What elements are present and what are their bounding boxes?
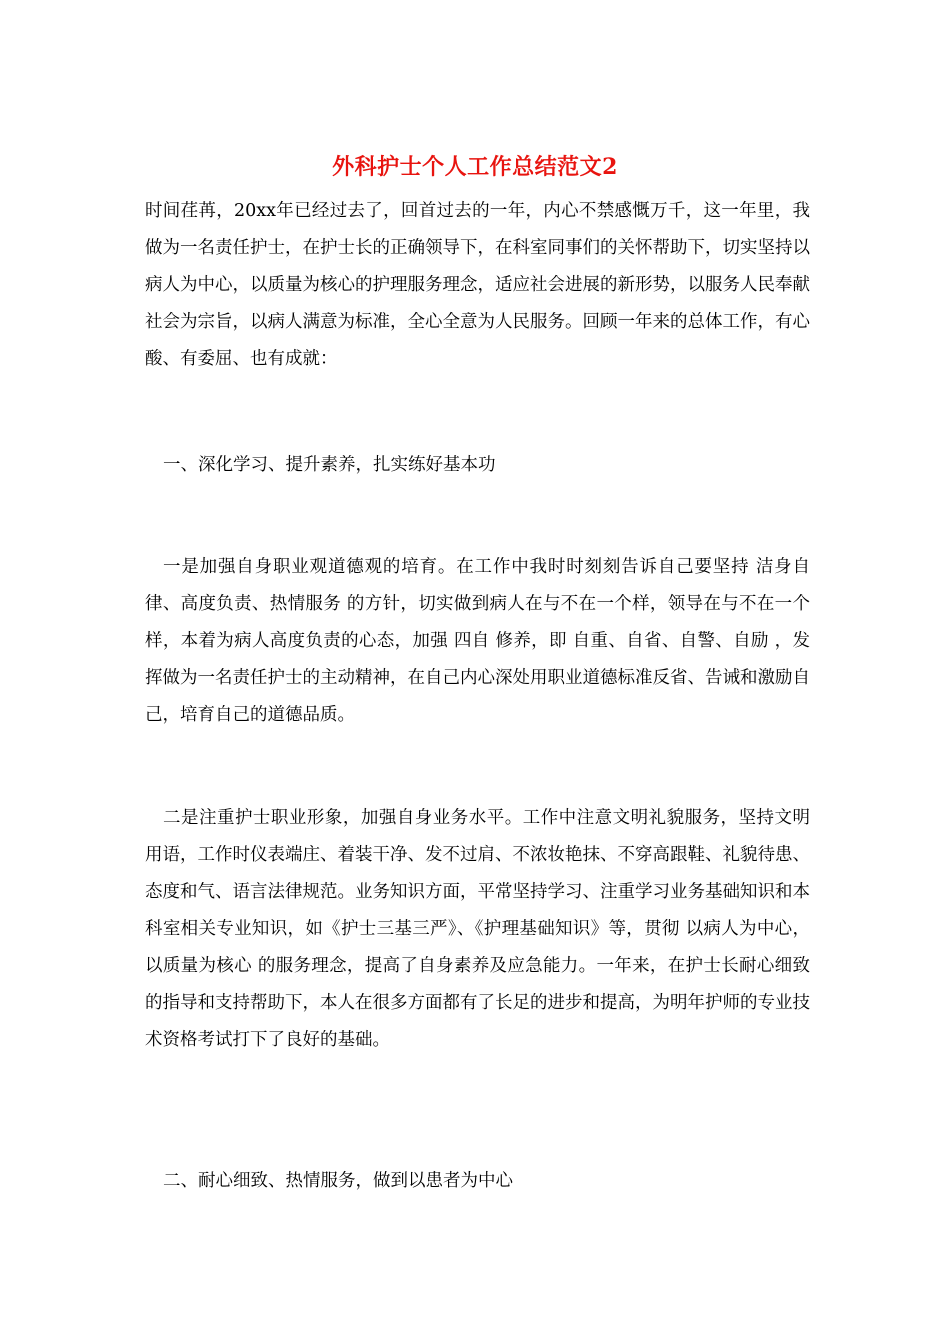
section1-paragraph-1: 一是加强自身职业观道德观的培育。在工作中我时时刻刻告诉自己要坚持 洁身自律、高度负责、热情服务 的方针，切实做到病人在与不在一个样，领导在与不在一个样，本着为病人高度负责的心态，加强 四自 修养，即 自重、自省、自警、自励 ，发挥做为一名责任护士的主动精神，在自己内心深处用职业道德标准反省、告诫和激励自己，培育自己的道德品质。	[145, 557, 810, 725]
section-heading-2: 二、耐心细致、热情服务，做到以患者为中心	[163, 1171, 513, 1191]
section1-paragraph-2: 二是注重护士职业形象，加强自身业务水平。工作中注意文明礼貌服务，坚持文明用语，工作时仪表端庄、着装干净、发不过肩、不浓妆艳抹、不穿高跟鞋、礼貌待患、态度和气、语言法律规范。业务知识方面，平常坚持学习、注重学习业务基础知识和本科室相关专业知识，如《护士三基三严》、《护理基础知识》等，贯彻 以病人为中心，以质量为核心 的服务理念，提高了自身素养及应急能力。一年来，在护士长耐心细致的指导和支持帮助下，本人在很多方面都有了长足的进步和提高，为明年护师的专业技术资格考试打下了良好的基础。	[145, 808, 810, 1050]
section-heading-1: 一、深化学习、提升素养，扎实练好基本功	[163, 455, 496, 475]
document-title: 外科护士个人工作总结范文2	[332, 154, 618, 180]
intro-paragraph: 时间荏苒，20xx年已经过去了，回首过去的一年，内心不禁感慨万千，这一年里，我做为一名责任护士，在护士长的正确领导下，在科室同事们的关怀帮助下，切实坚持以病人为中心，以质量为核心的护理服务理念，适应社会进展的新形势，以服务人民奉献社会为宗旨，以病人满意为标准，全心全意为人民服务。回顾一年来的总体工作，有心酸、有委屈、也有成就：	[145, 201, 810, 369]
